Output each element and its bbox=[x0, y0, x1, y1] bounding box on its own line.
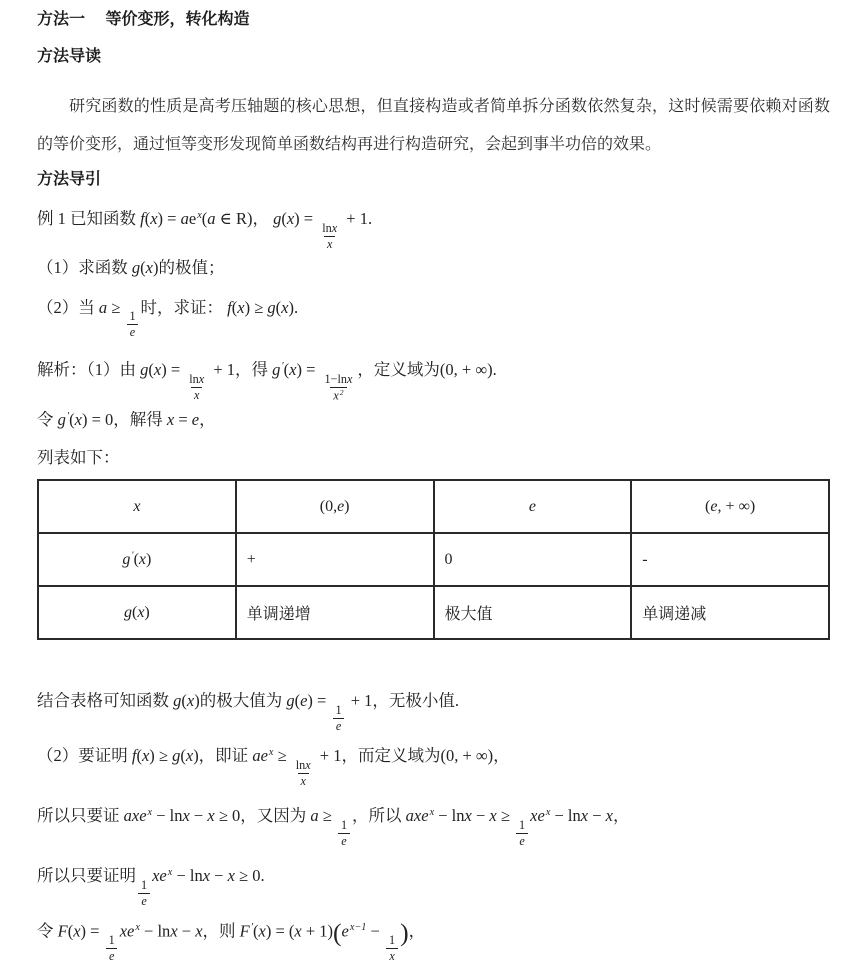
conclusion-line: 结合表格可知函数 g(x)的极大值为 g(e) = $\frac{1}{e}$ + 1，无极小值. bbox=[37, 691, 460, 734]
fraction: $\frac{1}{e}$ bbox=[338, 819, 350, 848]
fraction: $\frac{1}{e}$ bbox=[332, 704, 344, 733]
fraction: $\frac{1}{e}$ bbox=[106, 934, 118, 963]
table-row bbox=[38, 533, 829, 586]
part2-proof-3: 所以只要证明 $\frac{1}{e}$ $xe^x - \ln x - x \ge 0$. bbox=[37, 866, 265, 908]
table-row bbox=[38, 586, 829, 639]
table-cell: e bbox=[434, 480, 632, 533]
title-heading: 方法一 等价变形，转化构造 bbox=[37, 11, 250, 28]
table-cell: 极大值 bbox=[434, 586, 632, 639]
monotonicity-table bbox=[37, 479, 830, 640]
table-cell: g(x) bbox=[38, 586, 236, 639]
fraction: $\frac{\ln x}{x}$ bbox=[322, 220, 338, 252]
table-cell: x bbox=[38, 480, 236, 533]
table-cell: (0,e) bbox=[236, 480, 434, 533]
table-cell: 0 bbox=[434, 533, 632, 586]
section-heading-daoyin: 方法导引 bbox=[37, 170, 102, 188]
fraction: $\frac{1}{e}$ bbox=[126, 310, 138, 339]
section-heading-daodu: 方法导读 bbox=[37, 47, 102, 65]
table-cell: 单调递减 bbox=[631, 586, 829, 639]
table-cell: - bbox=[631, 533, 829, 586]
table-cell: + bbox=[236, 533, 434, 586]
example-problem: 例 1 已知函数 $f(x) = ae^x(a$ ∈ R)， g(x) = $\frac{\ln x}{x}$ + 1. bbox=[37, 209, 373, 252]
part1-question: （1）求函数 g(x)的极值； bbox=[37, 258, 225, 278]
fraction: $\frac{1}{x}$ bbox=[386, 934, 398, 963]
table-cell: 单调递增 bbox=[236, 586, 434, 639]
table-cell: (e, + ∞) bbox=[631, 480, 829, 533]
fraction: $\frac{\ln x}{x}$ bbox=[295, 757, 311, 789]
fraction: $\frac{1-\ln x}{x^2}$ bbox=[324, 372, 353, 403]
fraction: $\frac{\ln x}{x}$ bbox=[189, 372, 205, 403]
fraction: $\frac{1}{e}$ bbox=[138, 879, 150, 908]
table-intro: 列表如下： bbox=[37, 448, 120, 468]
analysis-line: 解析：（1）由 g(x) = $\frac{\ln x}{x}$ + 1，得 g′(x) = $\frac{1-\ln x}{x^2}$ ，定义域为(0, + ∞). bbox=[37, 360, 497, 403]
part2-proof-1: （2）要证明 f(x) ≥ g(x)，即证 $ae^x$ ≥ $\frac{\ln x}{x}$ + 1，而定义域为(0, + ∞)， bbox=[37, 746, 510, 789]
part2-question: （2）当 a ≥ $\frac{1}{e}$ 时，求证： f(x) ≥ g(x). bbox=[37, 297, 299, 340]
part2-proof-2: 所以只要证 axe$^x$ − lnx − x ≥ 0，又因为 a ≥ $\frac{1}{e}$ ，所以 axe$^x$ − lnx − x ≥ $\frac{1}{e}$ $xe^x - \ln x - x$， bbox=[37, 806, 630, 848]
intro-paragraph: 研究函数的性质是高考压轴题的核心思想，但直接构造或者简单拆分函数依然复杂，这时候需要依赖对函数的等价变形，通过恒等变形发现简单函数结构再进行构造研究，会起到事半功倍的效果。 bbox=[37, 97, 830, 153]
solve-line: 令 g′(x) = 0，解得 x = e， bbox=[37, 409, 216, 429]
part2-proof-4: 令 F(x) = $\frac{1}{e}$ $xe^x - \ln x - x$，则 $F'(x) = (x + 1)(e^{x-1}$ − $\frac{1}{x}$ )， bbox=[37, 918, 426, 964]
fraction: $\frac{1}{e}$ bbox=[516, 819, 528, 848]
table-row bbox=[38, 480, 829, 533]
table-cell: g′(x) bbox=[38, 533, 236, 586]
